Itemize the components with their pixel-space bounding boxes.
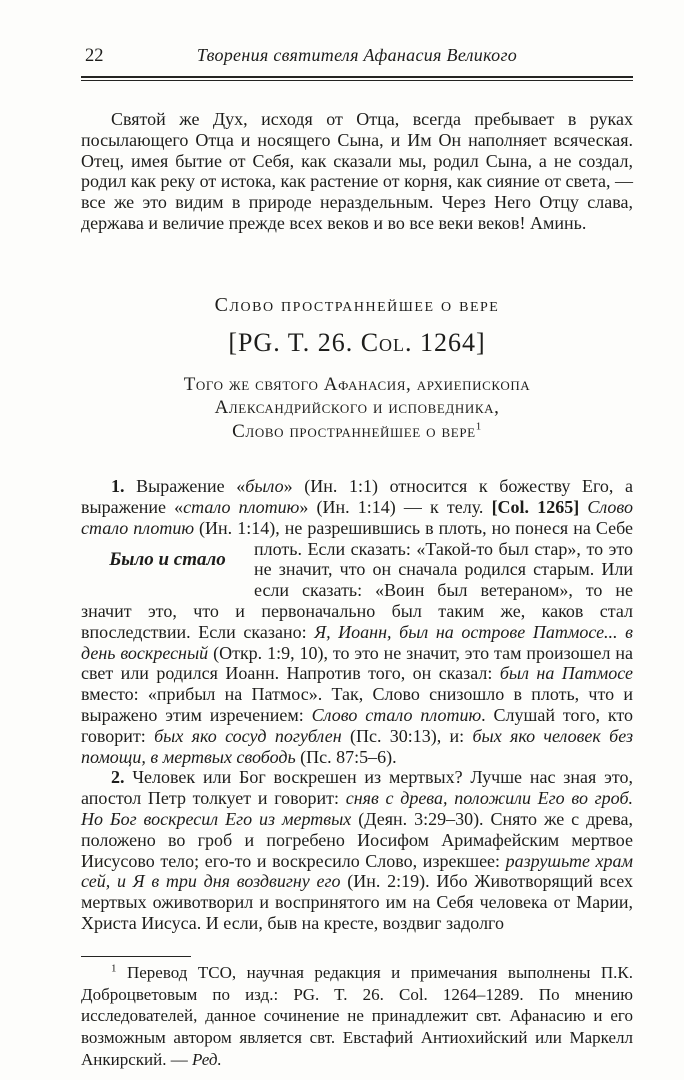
section-1-paragraph: [81, 476, 633, 767]
text-run: » (Ин. 1:1) относится к божеству Его, а выражение «: [81, 476, 633, 518]
footnote-paragraph: [81, 962, 633, 1071]
text-run: был на Патмосе: [499, 663, 633, 684]
text-run: стало плотию: [183, 497, 300, 518]
editor-mark: Ред.: [191, 1049, 222, 1069]
subtitle: [81, 373, 633, 444]
footnote-marker: 1: [111, 962, 117, 975]
footnote-ref: 1: [475, 420, 482, 433]
text-run: бых яко сосуд погублен: [154, 725, 342, 746]
text-run: (Ин. 1:14), не разрешившись в плоть, но понеся на Себе плоть. Если: [194, 517, 633, 559]
section-number: 2.: [111, 767, 133, 788]
text-run: (Пс. 87:5–6).: [295, 746, 397, 767]
column-marker: [Col. 1265]: [491, 497, 580, 518]
title-block: [81, 294, 633, 358]
text-run: (Деян. 3:29–30). Снято же с древа, положено во гроб и погребено Иосифом Аримафейским мертвое Иисусово тело; его-то и воскресило Слово, изрекшее:: [81, 809, 633, 871]
text-run: Человек или Бог воскрешен из мертвых? Лучше нас зная это, апостол Петр толкует и говорит:: [81, 767, 633, 809]
text-run: (Ин. 2:19). Ибо Животворящий всех мертвых оживотворил и воспринятого им на Себя человека от Марии, Христа Иисуса. И если, быв на кресте, воздвиг задолго: [81, 871, 633, 934]
intro-paragraph: Святой же Дух, исходя от Отца, всегда пребывает в руках посылающего Отца и носящего Сына, и Им Он наполняет всяческая. Отец, имея бытие от Себя, как сказали мы, родил Сына, а не создал, родил как реку от истока, как растение от корня, как сияние от света, — все же это видим в природе нераздельным. Через Него Отцу слава, держава и величие прежде всех веков и во все веки веков! Аминь.: [81, 109, 633, 233]
text-run: Я, Иоанн, был на острове Патмосе... в день воскресный: [81, 621, 633, 663]
text-block: [81, 44, 633, 1070]
text-run: (Откр. 1:9, 10), то это не значит, это там произошел на свет или родился Иоанн. Напротив того, он сказал:: [81, 642, 633, 684]
subtitle-line-3-text: Слово пространнейшее о вере: [232, 420, 476, 442]
running-title: Творения святителя Афанасия Великого: [196, 45, 518, 65]
subtitle-line-3: [81, 420, 633, 444]
section-2-paragraph: [81, 767, 633, 933]
main-title: Слово пространнейшее о вере: [214, 293, 500, 316]
subtitle-line-1: Того же святого Афанасия, архиепископа: [183, 373, 531, 395]
text-run: (Пс. 30:13), и:: [341, 725, 473, 746]
text-run: . Слушай того, кто говорит:: [81, 705, 634, 746]
text-run: разрушьте храм сей, и Я в три дня воздвигну его: [81, 850, 633, 892]
text-run: Слово стало плотию: [81, 497, 633, 538]
margin-note: Было и стало: [109, 548, 226, 570]
text-run: Выражение «: [136, 476, 246, 497]
text-run: вместо: «прибыл на Патмос». Так, Слово снизошло в плоть, что и выражено этим изречением:: [81, 684, 633, 726]
subtitle-line-2: Александрийского и исповедника,: [214, 397, 500, 419]
page-header: [81, 44, 633, 68]
text-run: Перевод ТСО, научная редакция и примечания выполнены П.К. Доброцветовым по изд.: PG. T. 26. Col. 1264–1289. По мнению исследователей, данное сочинение не принадлежит свт. Афанасию и его возможным автором является свт. Евстафий Антиохийский или Маркелл Анкирский. —: [81, 962, 633, 1069]
text-run: сняв с древа, положили Его во гроб. Но Бог воскресил Его из мертвых: [81, 788, 633, 830]
footnote-separator: [81, 956, 191, 957]
citation-line: [PG. T. 26. Col. 1264]: [228, 327, 486, 357]
text-run: Слово стало плотию: [311, 705, 482, 726]
text-run: » (Ин. 1:14) — к телу.: [299, 497, 492, 518]
text-run: сказать: «Такой-то был стар», то это не значит, что он сначала родился старым. Или если сказать: «Воин был ветераном», то не значит это, что и первоначально был таким же, каков стал впоследствии. Если сказано:: [81, 538, 633, 642]
text-run: бых яко человек без помощи, в мертвых свободь: [81, 725, 633, 767]
section-number: 1.: [111, 476, 137, 497]
text-run: было: [245, 476, 284, 497]
page-number: 22: [85, 46, 104, 66]
header-rule: [81, 76, 633, 81]
